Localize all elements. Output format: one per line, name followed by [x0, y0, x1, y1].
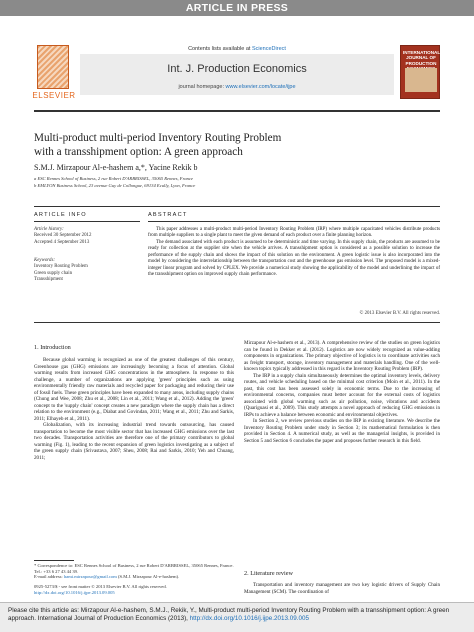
body-paragraph: Because global warming is recognized as one of the greatest challenges of this century, Greenhouse gas (GHG) emissions are increasingly becoming a focus of attention. Global warming results from increased GHG concentrations in the atmosphere. In response to this challenge, a number of organizations are applying 'green' principles such as using environmentally friendly raw materials and recycled paper for packaging and reducing their use of fossil fuels. These green principles have been expanded to many areas, including supply chains (Chung and Wee, 2008; Zhu et al., 2008; Lin et al., 2011; Wang et al., 2012). Adding the 'green' concept to the 'supply chain' concept creates a new paradigm where the supply chain has a direct relation to the environment (e.g., Diabat and Govindan, 2011; Wang et al., 2011; Zhu and Sarkis, 2011; Elhayeb et al., 2011). — [34, 357, 234, 422]
article-history — [34, 227, 144, 246]
keywords — [34, 258, 144, 284]
publisher-name: ELSEVIER — [32, 91, 76, 100]
email-note — [34, 574, 234, 580]
keywords-heading: Keywords: — [34, 258, 56, 263]
homepage-link[interactable]: www.elsevier.com/locate/ijpe — [225, 84, 296, 90]
elsevier-logo — [32, 45, 76, 101]
contents-line — [80, 46, 394, 52]
footnote — [34, 563, 234, 580]
sciencedirect-link[interactable]: ScienceDirect — [251, 46, 286, 52]
front-matter-note — [34, 584, 234, 595]
homepage-label: journal homepage: — [178, 84, 226, 90]
correspondence-note: * Correspondence to: ESC Rennes School of Business, 2 rue Robert D'ARBRISSEL, 35065 Rennes, France. Tel.: +33 6 27 43 44 39. — [34, 563, 234, 574]
accepted-date: Accepted 4 September 2013 — [34, 239, 90, 245]
paper-title-line-1: Multi-product multi-period Inventory Routing Problem — [34, 132, 282, 144]
paper-title — [34, 131, 440, 159]
body-paragraph: Globalization, with its increasing industrial trend towards outsourcing, has caused transportation to become the most visible sector that has increased GHG emissions over the last two decades. Transportation activities are therefore one of the primary contributors to global warming (Fig. 1), leading to the recent expansion of green logistics investigating as a subject of the green supply chain (Srivastava, 2007; Sheu, 2008; Rai and Sarkis, 2010; Yeh and Chuang, 2011; — [34, 422, 234, 461]
journal-cover-image — [400, 45, 440, 99]
affiliation-a: a ESC Rennes School of Business, 2 rue Robert D'ARBRISSEL, 35065 Rennes, France — [34, 176, 194, 181]
abstract-label: ABSTRACT — [148, 212, 188, 218]
body-paragraph: In Section 2, we review previous studies on the IRP in existing literature. We describe the Inventory Routing Problem under study in Section 3; its mathematical formulation is then provided in Section 4. A numerical study, as well as the managerial insights, is provided in Section 5 and Section 6 concludes the paper and proposes further research in this field. — [244, 418, 440, 444]
doi-link[interactable]: http://dx.doi.org/10.1016/j.ijpe.2013.09.005 — [34, 589, 115, 595]
header-divider — [34, 110, 440, 112]
body-paragraph: Mirzapour Al-e-hashem et al., 2013). A comprehensive review of the studies on green logistics can be found in Dekker et al. (2012). Logistics are now widely recognized as value-adding components in organizations. The primary objective of logistics is to coordinate activities such as freight transport, storage, inventory management and materials handling. One of the well-known topics typically addressed in this regard is the Inventory Routing Problem (IRP). — [244, 340, 440, 372]
abstract-paragraph: This paper addresses a multi-product multi-period Inventory Routing Problem (IRP) where multiple capacitated vehicles distribute products from multiple suppliers to a single plant to meet the given demand of each product over a finite planning horizon. — [148, 227, 440, 239]
left-column — [34, 357, 234, 461]
meta-divider — [34, 206, 440, 207]
keyword: Green supply chain — [34, 270, 73, 276]
keyword: Transshipment — [34, 277, 63, 283]
introduction-heading: 1. Introduction — [34, 344, 71, 351]
front-matter: 0925-5273/$ - see front matter © 2013 Elsevier B.V. All rights reserved. — [34, 584, 167, 589]
right-column-continued — [244, 582, 440, 595]
abstract-end-rule — [34, 322, 440, 323]
keyword: Inventory Routing Problem — [34, 264, 88, 270]
contents-prefix: Contents lists available at — [188, 46, 252, 52]
affiliation-b: b EMLYON Business School, 23 avenue Guy de Collongue, 69134 Ecully, Lyon, France — [34, 183, 196, 188]
abstract-body — [148, 227, 440, 279]
journal-title: Int. J. Production Economics — [167, 63, 307, 75]
article-info-label: ARTICLE INFO — [34, 212, 87, 218]
body-paragraph: The IRP in a supply chain simultaneously determines the optimal inventory levels, delivery routes, and vehicle scheduling based on the minimal cost criterion (Moin et al., 2011). In the past, this cost has been assessed solely in economic terms. Due to the increasing of environmental concerns, companies must better account for the external costs of logistics associated with global warming such as air pollution, noise, vibrations and accidents (Quariguasi et al., 2009). This study attempts a novel approach of reducing GHG emissions in IRPs to achieve a balance between economic and environmental objectives. — [244, 372, 440, 418]
journal-homepage — [80, 84, 394, 90]
article-info-rule — [34, 221, 140, 222]
citation-doi-link[interactable]: http://dx.doi.org/10.1016/j.ijpe.2013.09.005 — [189, 615, 310, 622]
history-heading: Article history: — [34, 227, 64, 232]
citation-text: Please cite this article as: Mirzapour Al-e-hashem, S.M.J., Rekik, Y., Multi-product multi-period Inventory Routing Problem with a transshipment option: A green approach. International Journal of Production Economics (2013), — [8, 607, 450, 622]
email-suffix: (S.M.J. Mirzapour Al-e-hashem). — [116, 574, 180, 580]
paper-title-line-2: with a transshipment option: A green approach — [34, 146, 243, 158]
cover-title: INTERNATIONAL JOURNAL OF PRODUCTION — [403, 50, 441, 66]
literature-review-heading: 2. Literature review — [244, 570, 293, 577]
elsevier-tree-icon — [37, 45, 69, 89]
abstract-paragraph: The demand associated with each product is assumed to be deterministic and time varying. In this supply chain, the products are assumed to be ready for collection at the supplier site when the vehicle arrives. A transshipment option is considered as a possible solution to increase the performance of the supply chain and shows the impact of this solution on the environment. A green logistic issue is also incorporated into the model by considering the interrelationship between the transportation cost and the greenhouse gas emission level. The proposed model is a mixed-integer linear program and solved by CPLEX. We provide a numerical study showing the applicability of the model and underlining the impact of the transshipment option on improved supply chain performance. — [148, 239, 440, 278]
abstract-copyright: © 2013 Elsevier B.V. All rights reserved. — [359, 311, 440, 316]
abstract-rule — [148, 221, 440, 222]
authors: S.M.J. Mirzapour Al-e-hashem a,*, Yacine Rekik b — [34, 163, 198, 172]
citation-bar — [0, 602, 474, 632]
cover-illustration — [405, 68, 437, 92]
author-email-link[interactable]: hami.mirzapour@gmail.com — [63, 574, 117, 580]
body-paragraph: Transportation and inventory management are two key logistic drivers of Supply Chain Management (SCM). The coordination of — [244, 582, 440, 595]
footnote-rule — [34, 560, 74, 561]
received-date: Received 30 September 2012 — [34, 233, 92, 239]
email-label: E-mail address: — [34, 574, 64, 580]
journal-title-box — [80, 54, 394, 95]
journal-header — [34, 37, 440, 107]
article-in-press-banner: ARTICLE IN PRESS — [0, 0, 474, 16]
right-column — [244, 340, 440, 444]
